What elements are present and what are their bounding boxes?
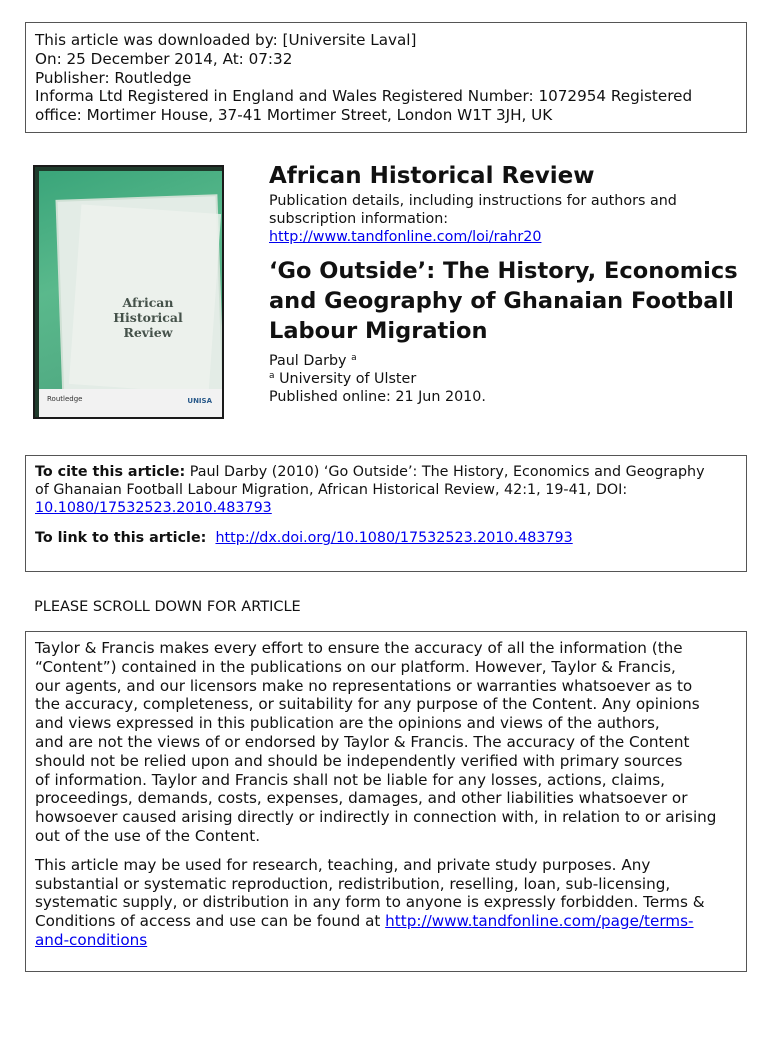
download-info-line: This article was downloaded by: [Universite Laval] [35, 31, 417, 49]
author-name: Paul Darby [269, 353, 347, 369]
text-line: the accuracy, completeness, or suitability for any purpose of the Content. Any opinions [35, 695, 700, 714]
journal-name: African Historical Review [269, 163, 595, 189]
text-line: and are not the views of or endorsed by Taylor & Francis. The accuracy of the Content [35, 732, 690, 751]
citation-text: Paul Darby (2010) ‘Go Outside’: The History, Economics and Geography [189, 464, 705, 480]
text-line: substantial or systematic reproduction, redistribution, reselling, loan, sub-licensing, [35, 874, 671, 893]
text-line: This article may be used for research, teaching, and private study purposes. Any [35, 855, 651, 874]
citation-text: of Ghanaian Football Labour Migration, African Historical Review, 42:1, 19-41, DOI: [35, 482, 628, 498]
author-block [269, 352, 749, 406]
text-line: and views expressed in this publication are the opinions and views of the authors, [35, 714, 660, 733]
article-title-line: ‘Go Outside’: The History, Economics [269, 258, 738, 284]
cover-title-line: Historical [113, 310, 183, 325]
download-info-box [25, 22, 747, 133]
cover-footer [39, 389, 222, 417]
article-metadata [269, 161, 749, 406]
text-line: Taylor & Francis makes every effort to ensure the accuracy of all the information (the [35, 639, 683, 657]
download-info-line: Publisher: Routledge [35, 68, 192, 87]
cover-title-line: Review [123, 325, 173, 340]
text-line: “Content”) contained in the publications on our platform. However, Taylor & Francis, [35, 657, 676, 676]
disclaimer-paragraph [35, 639, 737, 846]
journal-cover-image [33, 165, 224, 419]
cover-title [93, 295, 203, 340]
text-line: systematic supply, or distribution in any form to anyone is expressly forbidden. Terms & [35, 893, 705, 912]
citation-box [25, 455, 747, 572]
article-doi-url-link[interactable]: http://dx.doi.org/10.1080/17532523.2010.483793 [215, 530, 573, 546]
author-affiliation-marker: a [351, 353, 357, 363]
text-line: should not be relied upon and should be independently verified with primary sources [35, 751, 683, 770]
link-label: To link to this article: [35, 530, 207, 546]
article-title-line: Labour Migration [269, 318, 488, 344]
doi-link[interactable]: 10.1080/17532523.2010.483793 [35, 500, 272, 516]
disclaimer-box [25, 631, 747, 972]
download-info-line: Informa Ltd Registered in England and Wales Registered Number: 1072954 Registered [35, 87, 693, 106]
download-info-line: On: 25 December 2014, At: 07:32 [35, 49, 293, 68]
scroll-notice: PLEASE SCROLL DOWN FOR ARTICLE [34, 599, 301, 615]
affiliation: University of Ulster [279, 371, 417, 387]
publication-details-line: subscription information: [269, 211, 449, 227]
partner-logo: UNISA [187, 397, 212, 405]
text-line: out of the use of the Content. [35, 826, 261, 845]
cover-title-line: African [122, 295, 174, 310]
publication-details [269, 192, 749, 246]
usage-terms-text: Conditions of access and use can be found at [35, 912, 386, 931]
text-line: of information. Taylor and Francis shall not be liable for any losses, actions, claims, [35, 770, 665, 789]
terms-url-part: http://www.tandfonline.com/page/terms- [385, 912, 694, 931]
article-title-line: and Geography of Ghanaian Football [269, 288, 734, 314]
terms-url-part: and-conditions [35, 930, 148, 949]
affiliation-marker: a [269, 371, 275, 381]
article-title [269, 256, 749, 346]
usage-terms-text [35, 856, 705, 912]
published-date: Published online: 21 Jun 2010. [269, 389, 486, 405]
usage-terms-paragraph [35, 856, 737, 950]
cite-label: To cite this article: [35, 464, 186, 480]
publisher-logo: Routledge [47, 395, 83, 403]
download-info-line: office: Mortimer House, 37-41 Mortimer Street, London W1T 3JH, UK [35, 106, 553, 125]
journal-url-link[interactable]: http://www.tandfonline.com/loi/rahr20 [269, 229, 542, 245]
text-line: howsoever caused arising directly or indirectly in connection with, in relation to or arising [35, 808, 717, 827]
publication-details-line: Publication details, including instructions for authors and [269, 193, 677, 209]
text-line: proceedings, demands, costs, expenses, damages, and other liabilities whatsoever or [35, 789, 688, 808]
text-line: our agents, and our licensors make no representations or warranties whatsoever as to [35, 676, 693, 695]
